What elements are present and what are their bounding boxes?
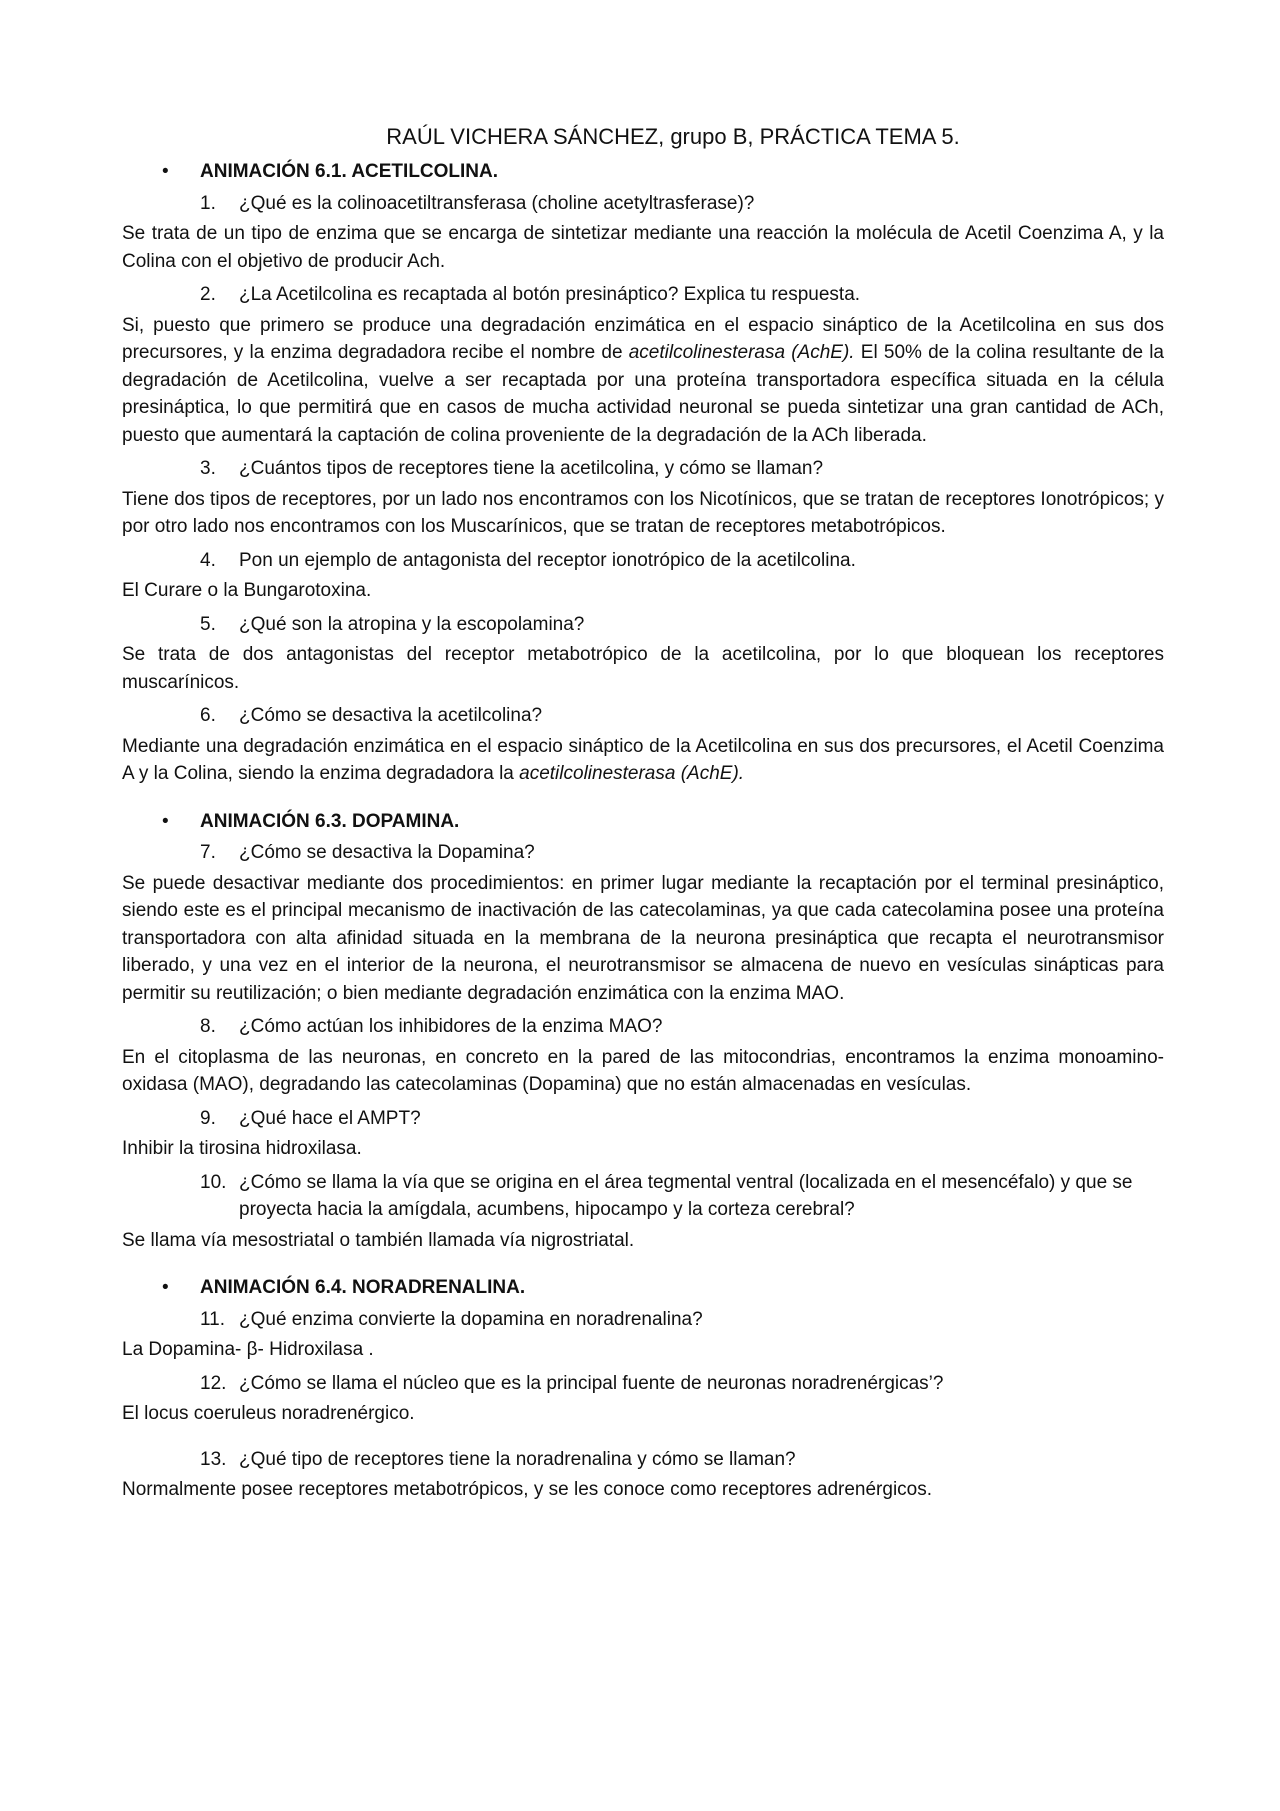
answer-11: La Dopamina- β- Hidroxilasa .: [122, 1339, 374, 1360]
bullet-icon: •: [162, 1277, 169, 1298]
question-number: 12.: [200, 1372, 227, 1394]
section-title: ANIMACIÓN 6.4. NORADRENALINA.: [200, 1277, 526, 1298]
question-9: [122, 1105, 1164, 1133]
answer-8: En el citoplasma de las neuronas, en concreto en la pared de las mitocondrias, encontramos la enzima monoamino-oxidasa (MAO), degradando las catecolaminas (Dopamina) que no están almacenadas en vesículas.: [122, 1046, 1164, 1095]
answer-emphasis: acetilcolinesterasa (AchE).: [519, 763, 745, 784]
answer-text: Mediante una degradación enzimática en el espacio sináptico de la Acetilcolina en sus dos precursores, el Acetil Coenzima A y la Colina, siendo la enzima degradadora la: [122, 735, 1164, 784]
question-number: 2.: [200, 284, 216, 305]
section-heading-noradrenalina: [122, 1274, 1164, 1302]
question-13: [122, 1446, 1164, 1474]
question-text: ¿Qué tipo de receptores tiene la noradrenalina y cómo se llaman?: [239, 1448, 796, 1470]
question-text: ¿La Acetilcolina es recaptada al botón presináptico? Explica tu respuesta.: [239, 284, 861, 305]
question-text: ¿Cómo se llama la vía que se origina en el área tegmental ventral (localizada en el mesencéfalo) y que se proyecta hacia la amígdala, acumbens, hipocampo y la corteza cerebral?: [239, 1171, 1133, 1220]
question-number: 8.: [200, 1016, 216, 1037]
question-4: [122, 547, 1164, 575]
question-text: ¿Cómo se llama el núcleo que es la principal fuente de neuronas noradrenérgicas’?: [239, 1372, 944, 1394]
question-11: [122, 1306, 1164, 1334]
section-heading-dopamina: [122, 808, 1164, 836]
document-content: [122, 122, 1164, 1510]
answer-12: El locus coeruleus noradrenérgico.: [122, 1403, 415, 1424]
question-text: ¿Cuántos tipos de receptores tiene la acetilcolina, y cómo se llaman?: [239, 458, 824, 479]
section-title: ANIMACIÓN 6.3. DOPAMINA.: [200, 810, 460, 832]
answer-9: Inhibir la tirosina hidroxilasa.: [122, 1138, 362, 1159]
answer-1: Se trata de un tipo de enzima que se encarga de sintetizar mediante una reacción la molécula de Acetil Coenzima A, y la Colina con el objetivo de producir Ach.: [122, 223, 1164, 272]
question-7: [122, 839, 1164, 867]
answer-4: El Curare o la Bungarotoxina.: [122, 580, 372, 601]
page-title: RAÚL VICHERA SÁNCHEZ, grupo B, PRÁCTICA TEMA 5.: [386, 124, 960, 149]
question-3: [122, 455, 1164, 483]
answer-10: Se llama vía mesostriatal o también llamada vía nigrostriatal.: [122, 1229, 635, 1251]
question-number: 4.: [200, 549, 216, 571]
section-title: ANIMACIÓN 6.1. ACETILCOLINA.: [200, 161, 499, 182]
question-number: 3.: [200, 458, 216, 479]
question-number: 5.: [200, 613, 216, 635]
question-1: [122, 190, 1164, 218]
answer-2: [122, 312, 1164, 450]
question-text: Pon un ejemplo de antagonista del receptor ionotrópico de la acetilcolina.: [239, 549, 856, 571]
question-text: ¿Cómo actúan los inhibidores de la enzima MAO?: [239, 1016, 663, 1037]
section-heading-acetilcolina: [122, 158, 1164, 186]
question-text: ¿Qué hace el AMPT?: [239, 1107, 421, 1129]
question-12: [122, 1370, 1164, 1398]
answer-6: [122, 733, 1164, 788]
answer-13: Normalmente posee receptores metabotrópicos, y se les conoce como receptores adrenérgicos.: [122, 1479, 933, 1500]
question-text: ¿Qué son la atropina y la escopolamina?: [239, 613, 585, 635]
question-10: [122, 1169, 1164, 1224]
question-text: ¿Qué enzima convierte la dopamina en noradrenalina?: [239, 1308, 703, 1330]
question-text: ¿Cómo se desactiva la acetilcolina?: [239, 705, 543, 726]
question-number: 6.: [200, 705, 216, 726]
bullet-icon: •: [162, 810, 169, 832]
answer-text: Si, puesto que primero se produce una degradación enzimática en el espacio sináptico de la Acetilcolina en sus dos precursores, y la enzima degradadora recibe el nombre de: [122, 314, 1164, 363]
question-number: 9.: [200, 1107, 216, 1129]
question-5: [122, 611, 1164, 639]
answer-5: Se trata de dos antagonistas del receptor metabotrópico de la acetilcolina, por lo que bloquean los receptores muscarínicos.: [122, 644, 1164, 693]
question-number: 11.: [200, 1308, 226, 1330]
answer-emphasis: acetilcolinesterasa (AchE).: [628, 342, 855, 363]
question-number: 1.: [200, 192, 216, 214]
answer-3: Tiene dos tipos de receptores, por un lado nos encontramos con los Nicotínicos, que se tratan de receptores Ionotrópicos; y por otro lado nos encontramos con los Muscarínicos, que se tratan de receptores metabotrópicos.: [122, 488, 1164, 537]
question-number: 10.: [200, 1171, 227, 1193]
question-6: [122, 702, 1164, 730]
question-number: 7.: [200, 842, 216, 863]
question-text: ¿Cómo se desactiva la Dopamina?: [239, 842, 535, 863]
bullet-icon: •: [162, 161, 169, 182]
question-2: [122, 281, 1164, 309]
answer-text: El 50% de la colina resultante de la degradación de Acetilcolina, vuelve a ser recaptada por una proteína transportadora específica situada en la célula presináptica, lo que permitirá que en casos de mucha actividad neuronal se pueda sintetizar una gran cantidad de ACh, puesto que aumentará la captación de colina proveniente de la degradación de la ACh liberada.: [122, 342, 1164, 446]
answer-7: Se puede desactivar mediante dos procedimientos: en primer lugar mediante la recaptación por el terminal presináptico, siendo este es el principal mecanismo de inactivación de las catecolaminas, ya que cada catecolamina posee una proteína transportadora con alta afinidad situada en la membrana de la neurona presináptica que recapta el neurotransmisor liberado, y una vez en el interior de la neurona, el neurotransmisor se almacena de nuevo en vesículas sinápticas para permitir su reutilización; o bien mediante degradación enzimática con la enzima MAO.: [122, 872, 1164, 1004]
question-8: [122, 1013, 1164, 1041]
question-text: ¿Qué es la colinoacetiltransferasa (choline acetyltrasferase)?: [239, 192, 755, 214]
question-number: 13.: [200, 1448, 227, 1470]
